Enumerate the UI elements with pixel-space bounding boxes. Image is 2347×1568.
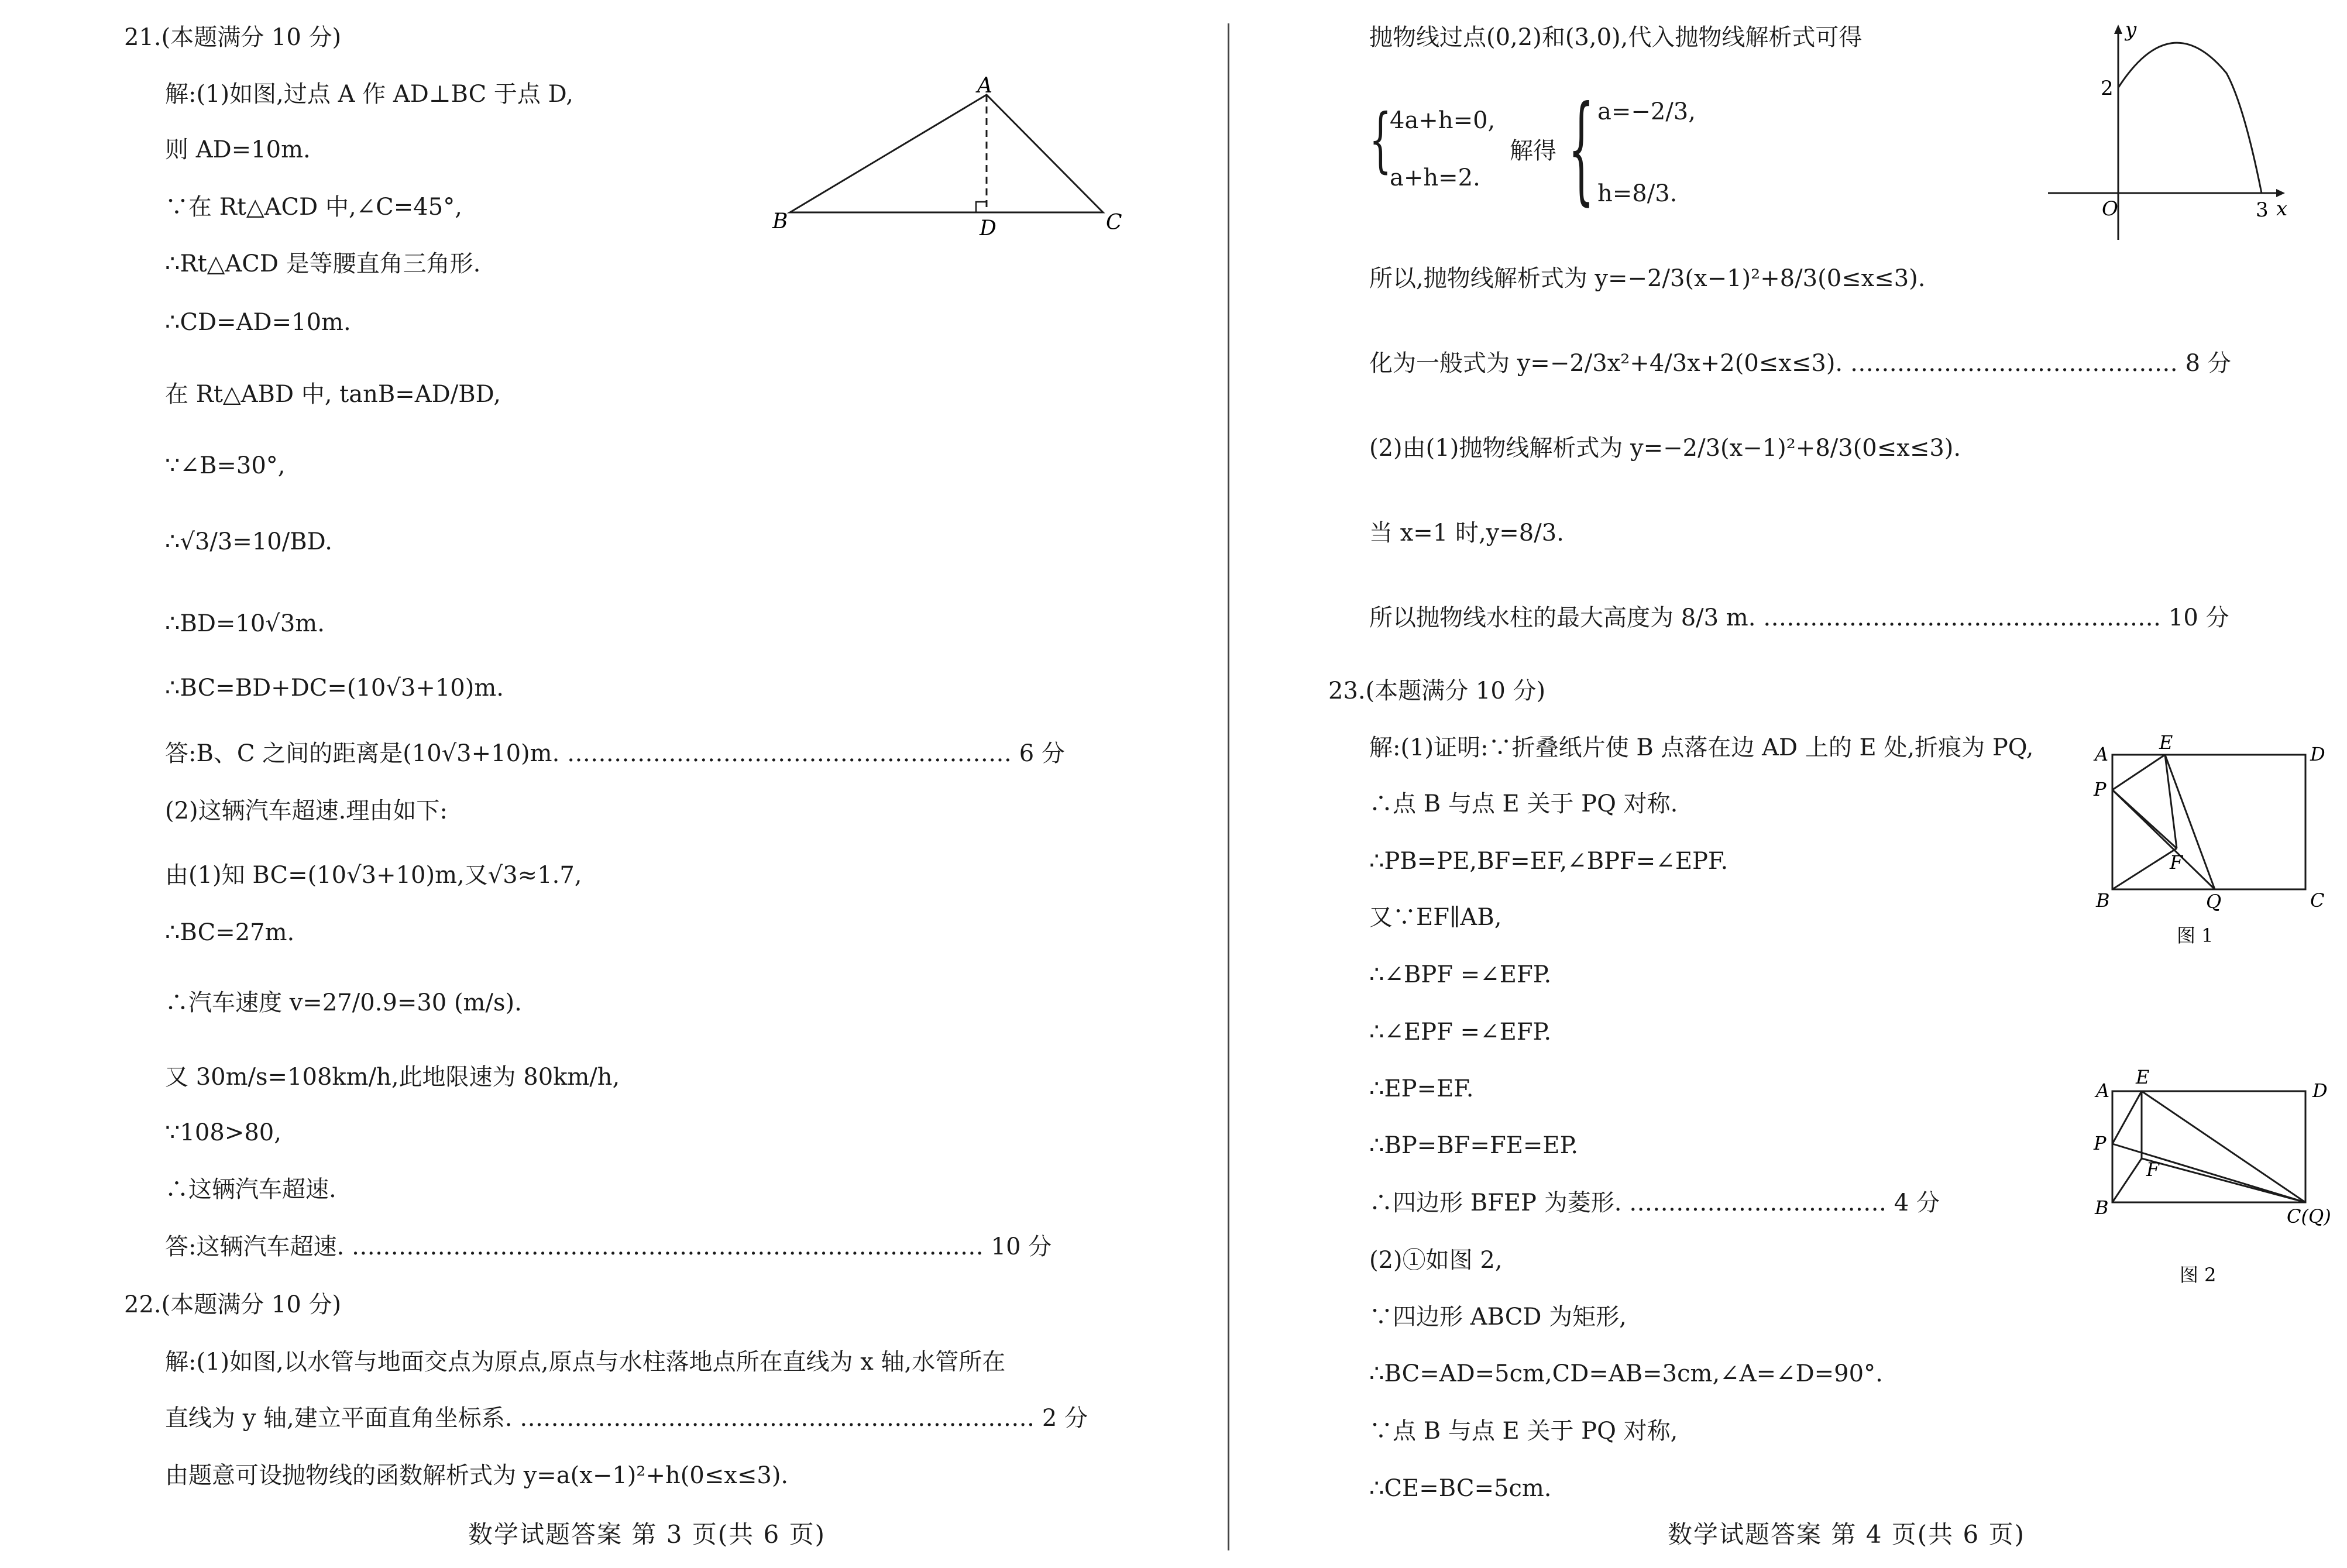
- text-line: 又 30m/s=108km/h,此地限速为 80km/h,: [165, 1064, 620, 1091]
- text-line: ∵四边形 ABCD 为矩形,: [1369, 1304, 1627, 1330]
- text-line: ∴Rt△ACD 是等腰直角三角形.: [165, 250, 481, 277]
- text-line: 化为一般式为 y=−2/3x²+4/3x+2(0≤x≤3). …………………………………… 8 分: [1369, 350, 2231, 377]
- text-line: 在 Rt△ABD 中, tanB=AD/BD,: [165, 381, 501, 408]
- figure-1: [2089, 725, 2346, 948]
- text-line: ∴点 B 与点 E 关于 PQ 对称.: [1369, 790, 1678, 817]
- equation-2: a+h=2.: [1390, 164, 1480, 191]
- text-line: ∴CD=AD=10m.: [165, 309, 351, 336]
- solution-a: a=−2/3,: [1597, 98, 1696, 125]
- fig2-label-A: A: [2096, 1079, 2110, 1102]
- text-line: ∴CE=BC=5cm.: [1369, 1475, 1552, 1502]
- fig2-label-F: F: [2146, 1158, 2160, 1181]
- text-line: ∵108>80,: [165, 1119, 281, 1146]
- text-line: 又∵EF∥AB,: [1369, 904, 1502, 931]
- text-line: ∴这辆汽车超速.: [165, 1176, 336, 1203]
- text-line: 解:(1)证明:∵折叠纸片使 B 点落在边 AD 上的 E 处,折痕为 PQ,: [1369, 734, 2034, 761]
- text-line: ∴BP=BF=FE=EP.: [1369, 1132, 1579, 1159]
- text-line: ∵在 Rt△ACD 中,∠C=45°,: [165, 194, 462, 221]
- text-line: 答:这辆汽车超速. ……………………………………………………………………… 10 分: [165, 1233, 1052, 1260]
- text-line: ∴∠EPF =∠EFP.: [1369, 1019, 1552, 1046]
- fig2-label-E: E: [2136, 1066, 2150, 1088]
- right-page-footer: 数学试题答案 第 4 页(共 6 页): [1668, 1520, 2025, 1549]
- equation-1: 4a+h=0,: [1390, 107, 1496, 134]
- text-line: 抛物线过点(0,2)和(3,0),代入抛物线解析式可得: [1369, 24, 1863, 51]
- problem-23-heading: 23.(本题满分 10 分): [1328, 678, 1546, 704]
- text-line: ∴四边形 BFEP 为菱形. …………………………… 4 分: [1369, 1189, 1940, 1216]
- fig1-label-C: C: [2310, 889, 2325, 912]
- text-line: 直线为 y 轴,建立平面直角坐标系. ………………………………………………………… 2 分: [165, 1405, 1088, 1432]
- text-line: (2)这辆汽车超速.理由如下:: [165, 797, 448, 824]
- text-line: ∴BC=BD+DC=(10√3+10)m.: [165, 675, 504, 702]
- text-line: 所以抛物线水柱的最大高度为 8/3 m. …………………………………………… 10 分: [1369, 604, 2229, 631]
- solve-word: 解得: [1510, 137, 1556, 164]
- triangle-figure: [761, 76, 1135, 246]
- parabola-curve: [2118, 43, 2262, 193]
- origin-label: O: [2102, 197, 2118, 221]
- fig2-label-D: D: [2312, 1079, 2328, 1102]
- label-D: D: [980, 216, 996, 240]
- text-line: ∴∠BPF =∠EFP.: [1369, 961, 1552, 988]
- solution-h: h=8/3.: [1597, 180, 1678, 207]
- tick-label-3: 3: [2256, 198, 2269, 222]
- text-line: ∵∠B=30°,: [165, 452, 286, 479]
- tick-label-2: 2: [2101, 77, 2114, 100]
- text-line: ∴BD=10√3m.: [165, 610, 325, 637]
- problem-21-heading: 21.(本题满分 10 分): [124, 24, 342, 51]
- label-C: C: [1106, 211, 1122, 235]
- fig1-label-F: F: [2170, 851, 2183, 874]
- fig1-label-B: B: [2096, 889, 2110, 912]
- problem-22-heading: 22.(本题满分 10 分): [124, 1291, 342, 1318]
- fig2-label-CQ: C(Q): [2287, 1205, 2331, 1227]
- text-line: (2)由(1)抛物线解析式为 y=−2/3(x−1)²+8/3(0≤x≤3).: [1369, 435, 1961, 462]
- right-page: [1229, 0, 2347, 1568]
- text-line: ∴BC=AD=5cm,CD=AB=3cm,∠A=∠D=90°.: [1369, 1360, 1883, 1387]
- fig1-label-Q: Q: [2206, 890, 2222, 913]
- text-line: 答:B、C 之间的距离是(10√3+10)m. ………………………………………………… 6 分: [165, 740, 1065, 767]
- text-line: 解:(1)如图,以水管与地面交点为原点,原点与水柱落地点所在直线为 x 轴,水管所在: [165, 1349, 1006, 1376]
- axis-label-y: y: [2125, 18, 2137, 42]
- text-line: ∴PB=PE,BF=EF,∠BPF=∠EPF.: [1369, 848, 1729, 875]
- left-brace: {: [1369, 99, 1392, 181]
- fig1-label-A: A: [2095, 743, 2109, 765]
- figure-2: [2083, 1059, 2346, 1293]
- fig2-label-B: B: [2095, 1196, 2109, 1219]
- fig1-label-D: D: [2310, 743, 2325, 765]
- axis-label-x: x: [2276, 197, 2288, 221]
- right-brace-open: {: [1568, 81, 1595, 217]
- text-line: ∵点 B 与点 E 关于 PQ 对称,: [1369, 1418, 1678, 1445]
- text-line: ∴BC=27m.: [165, 919, 295, 946]
- label-A: A: [977, 76, 992, 98]
- parabola-graph: [2025, 18, 2305, 246]
- text-line: ∴EP=EF.: [1369, 1075, 1474, 1102]
- label-B: B: [772, 209, 788, 233]
- fig2-label-P: P: [2094, 1132, 2107, 1154]
- text-line: ∴√3/3=10/BD.: [165, 528, 332, 555]
- text-line: ∴汽车速度 v=27/0.9=30 (m/s).: [165, 989, 522, 1016]
- fig1-caption: 图 1: [2177, 924, 2214, 947]
- text-line: 所以,抛物线解析式为 y=−2/3(x−1)²+8/3(0≤x≤3).: [1369, 265, 1926, 292]
- text-line: (2)①如图 2,: [1369, 1247, 1503, 1274]
- left-page-footer: 数学试题答案 第 3 页(共 6 页): [468, 1520, 826, 1549]
- text-line: 解:(1)如图,过点 A 作 AD⊥BC 于点 D,: [165, 81, 573, 108]
- fig1-label-E: E: [2159, 731, 2173, 754]
- text-line: 当 x=1 时,y=8/3.: [1369, 520, 1564, 546]
- fig1-label-P: P: [2094, 778, 2107, 800]
- text-line: 则 AD=10m.: [165, 136, 311, 163]
- fig2-caption: 图 2: [2180, 1264, 2217, 1286]
- text-line: 由题意可设抛物线的函数解析式为 y=a(x−1)²+h(0≤x≤3).: [165, 1462, 789, 1489]
- text-line: 由(1)知 BC=(10√3+10)m,又√3≈1.7,: [165, 862, 582, 889]
